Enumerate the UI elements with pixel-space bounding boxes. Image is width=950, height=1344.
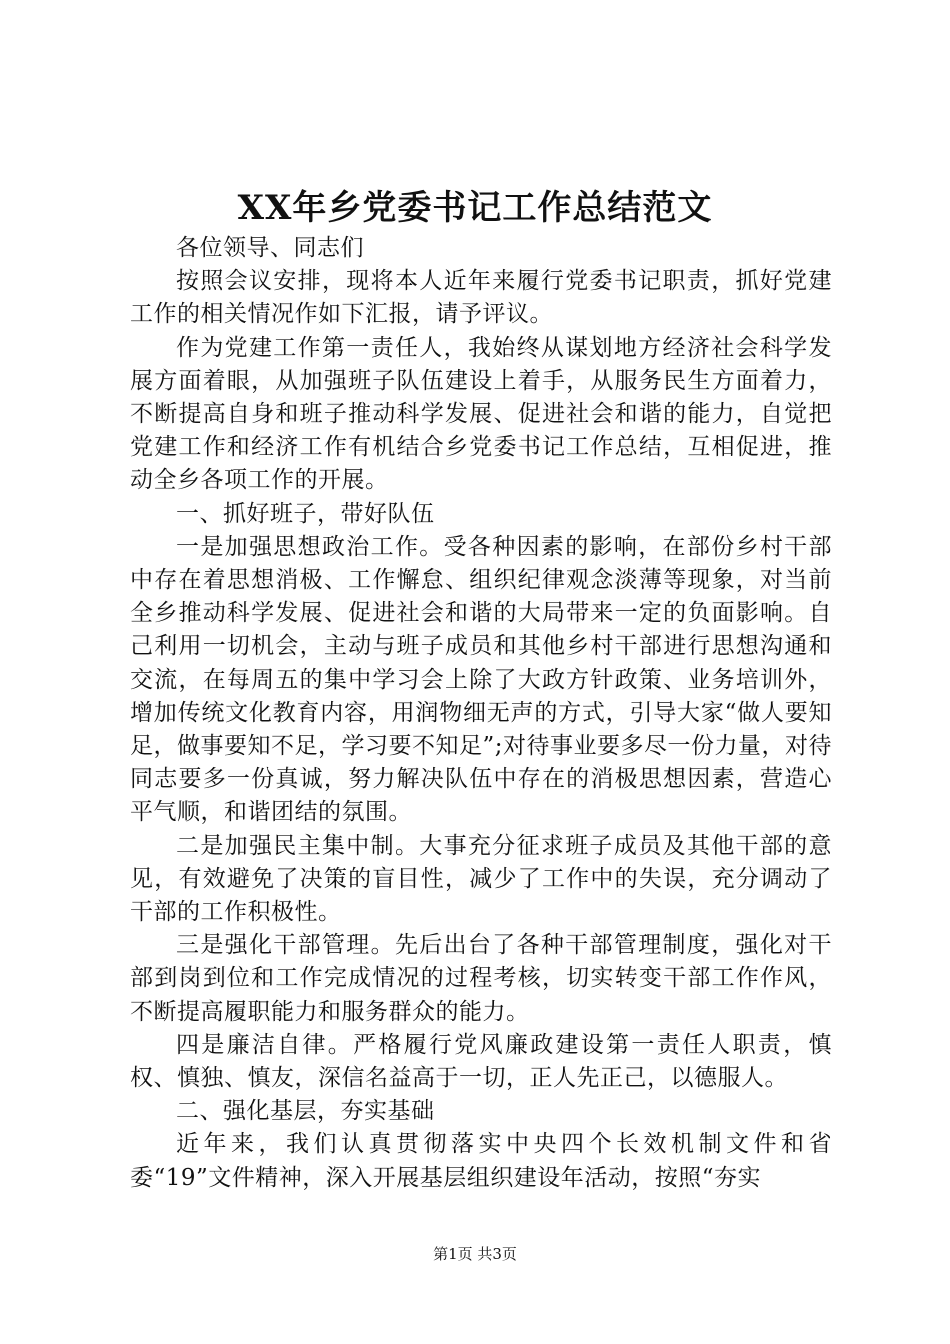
- paragraph: 近年来，我们认真贯彻落实中央四个长效机制文件和省委“19”文件精神，深入开展基层组织建设年活动，按照“夯实: [130, 1131, 832, 1191]
- section-heading: 一、抓好班子，带好队伍: [176, 500, 435, 527]
- page-number-footer: 第1页 共3页: [433, 1245, 517, 1263]
- document-body: [130, 232, 832, 1195]
- paragraph: 二是加强民主集中制。大事充分征求班子成员及其他干部的意见，有效避免了决策的盲目性，减少了工作中的失误，充分调动了干部的工作积极性。: [130, 832, 832, 926]
- paragraph: 按照会议安排，现将本人近年来履行党委书记职责，抓好党建工作的相关情况作如下汇报，请予评议。: [130, 268, 832, 328]
- document-title: XX年乡党委书记工作总结范文: [237, 188, 713, 228]
- paragraph-salutation: 各位领导、同志们: [176, 235, 364, 261]
- paragraph: 三是强化干部管理。先后出台了各种干部管理制度，强化对干部到岗到位和工作完成情况的过程考核，切实转变干部工作作风，不断提高履职能力和服务群众的能力。: [130, 932, 832, 1025]
- paragraph: 一是加强思想政治工作。受各种因素的影响，在部份乡村干部中存在着思想消极、工作懈怠、组织纪律观念淡薄等现象，对当前全乡推动科学发展、促进社会和谐的大局带来一定的负面影响。自己利用一切机会，主动与班子成员和其他乡村干部进行思想沟通和交流，在每周五的集中学习会上除了大政方针政策、业务培训外，增加传统文化教育内容，用润物细无声的方式，引导大家“做人要知足，做事要知不足，学习要不知足”;对待事业要多尽一份力量，对待同志要多一份真诚，努力解决队伍中存在的消极思想因素，营造心平气顺，和谐团结的氛围。: [130, 533, 833, 826]
- paragraph: 作为党建工作第一责任人，我始终从谋划地方经济社会科学发展方面着眼，从加强班子队伍建设上着手，从服务民生方面着力，不断提高自身和班子推动科学发展、促进社会和谐的能力，自觉把党建工作和经济工作有机结合乡党委书记工作总结，互相促进，推动全乡各项工作的开展。: [130, 334, 832, 494]
- section-heading: 二、强化基层，夯实基础: [176, 1098, 435, 1125]
- paragraph: 四是廉洁自律。严格履行党风廉政建设第一责任人职责，慎权、慎独、慎友，深信名益高于一切，正人先正己，以德服人。: [130, 1031, 832, 1092]
